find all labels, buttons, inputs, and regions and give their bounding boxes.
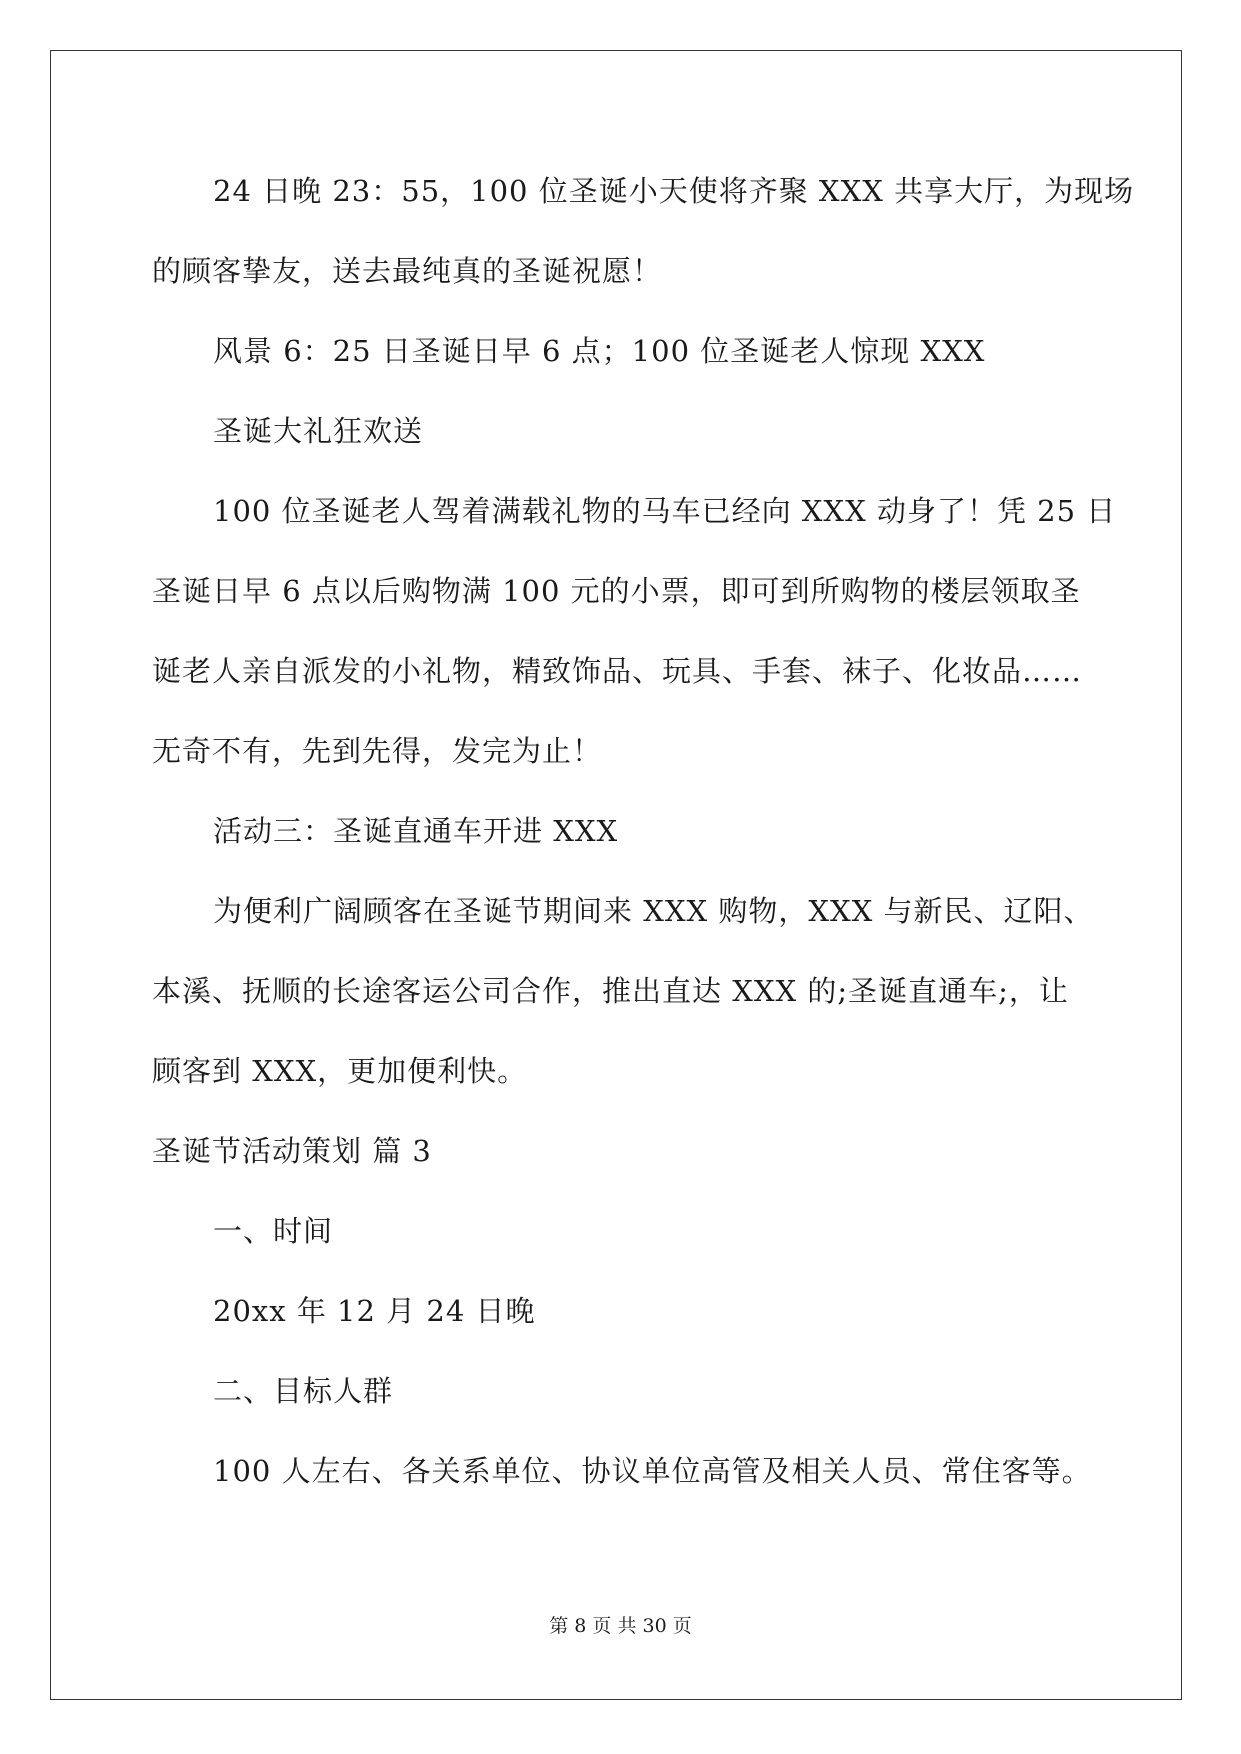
section-heading: 活动三：圣诞直通车开进 XXX xyxy=(213,814,619,848)
paragraph-line: 顾客到 XXX，更加便利快。 xyxy=(152,1054,528,1088)
page-number: 第 8 页 共 30 页 xyxy=(549,1615,692,1637)
paragraph-line: 20xx 年 12 月 24 日晚 xyxy=(213,1294,536,1328)
paragraph-line: 诞老人亲自派发的小礼物，精致饰品、玩具、手套、袜子、化妆品…… xyxy=(152,654,1083,688)
paragraph-line: 100 人左右、各关系单位、协议单位高管及相关人员、常住客等。 xyxy=(213,1454,1092,1488)
paragraph-line: 的顾客挚友，送去最纯真的圣诞祝愿！ xyxy=(152,254,663,288)
section-heading: 二、目标人群 xyxy=(213,1374,394,1408)
section-heading: 一、时间 xyxy=(213,1214,334,1248)
paragraph-line: 圣诞大礼狂欢送 xyxy=(213,414,424,448)
paragraph-line: 本溪、抚顺的长途客运公司合作，推出直达 XXX 的;圣诞直通车;，让 xyxy=(152,974,1069,1008)
paragraph-line: 风景 6：25 日圣诞日早 6 点；100 位圣诞老人惊现 XXX xyxy=(213,334,986,368)
article-heading: 圣诞节活动策划 篇 3 xyxy=(152,1134,432,1168)
paragraph-line: 100 位圣诞老人驾着满载礼物的马车已经向 XXX 动身了！凭 25 日 xyxy=(213,494,1117,528)
paragraph-line: 无奇不有，先到先得，发完为止！ xyxy=(152,734,603,768)
paragraph-line: 为便利广阔顾客在圣诞节期间来 XXX 购物，XXX 与新民、辽阳、 xyxy=(213,894,1094,928)
paragraph-line: 圣诞日早 6 点以后购物满 100 元的小票，即可到所购物的楼层领取圣 xyxy=(152,574,1081,608)
paragraph-line: 24 日晚 23：55，100 位圣诞小天使将齐聚 XXX 共享大厅，为现场 xyxy=(213,174,1135,208)
